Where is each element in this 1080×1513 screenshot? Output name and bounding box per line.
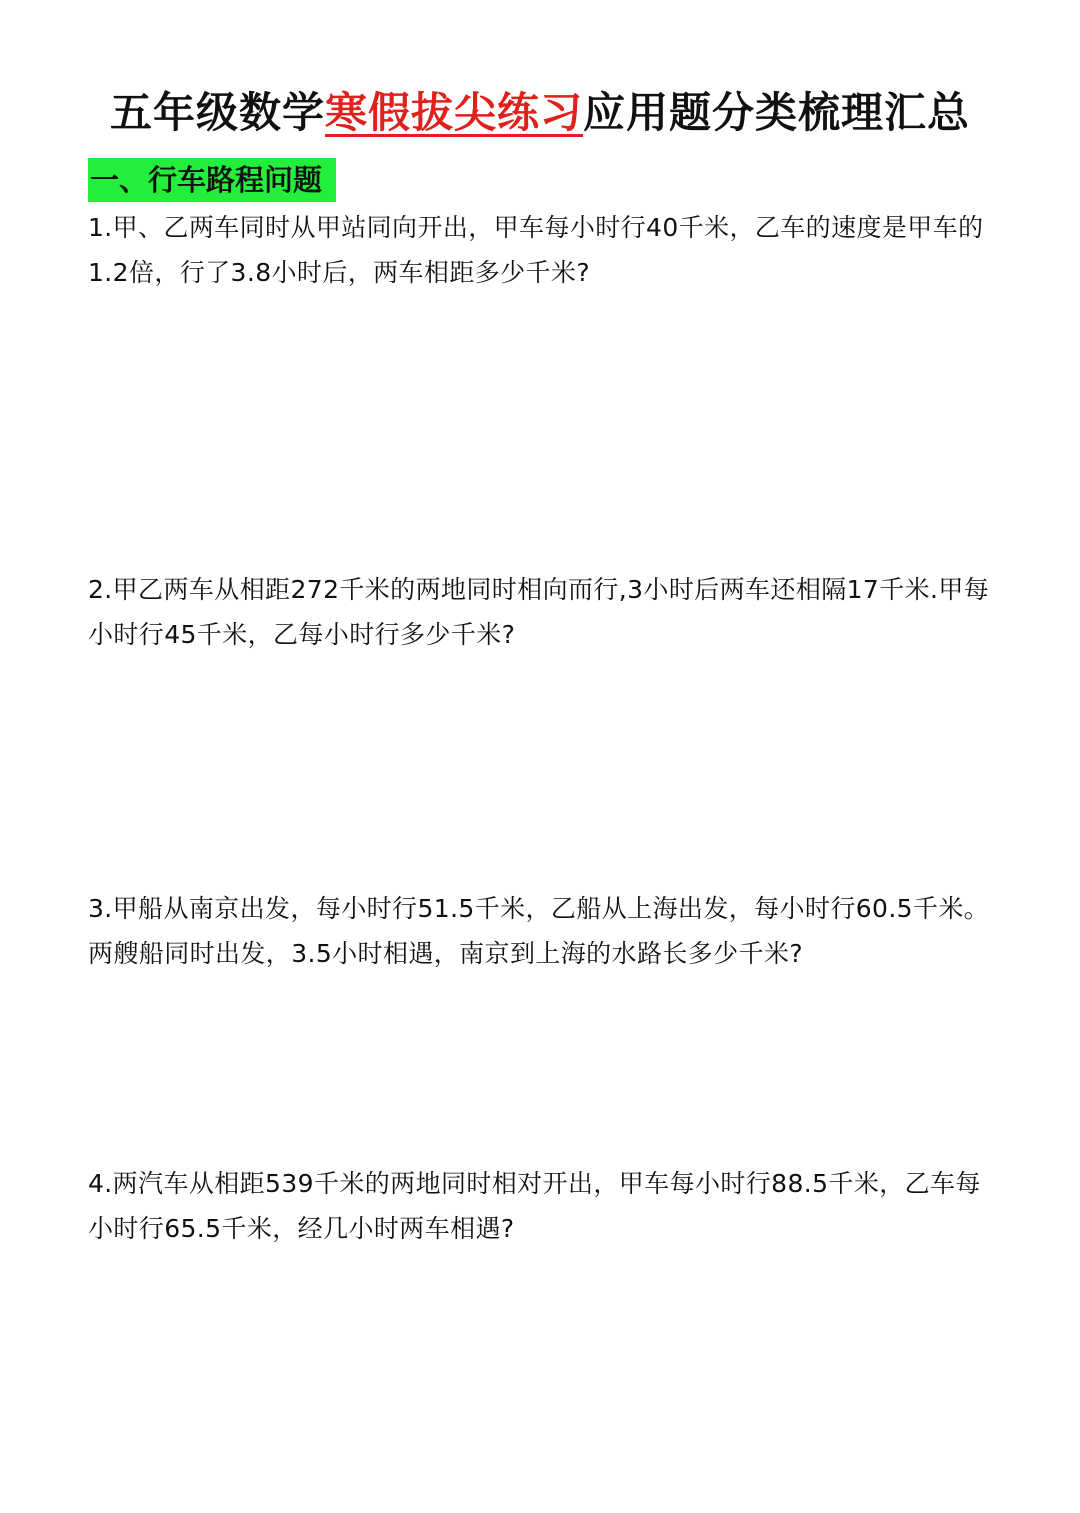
page-title	[0, 82, 1080, 144]
title-part-2: 应用题分类梳理汇总	[583, 88, 971, 137]
question-3: 3.甲船从南京出发，每小时行51.5千米，乙船从上海出发，每小时行60.5千米。两艘船同时出发，3.5小时相遇，南京到上海的水路长多少千米?	[88, 894, 990, 968]
question-1: 1.甲、乙两车同时从甲站同向开出，甲车每小时行40千米，乙车的速度是甲车的1.2倍，行了3.8小时后，两车相距多少千米?	[88, 213, 984, 287]
title-part-1: 五年级数学	[109, 88, 325, 137]
question-4: 4.两汽车从相距539千米的两地同时相对开出，甲车每小时行88.5千米，乙车每小时行65.5千米，经几小时两车相遇?	[88, 1169, 981, 1243]
question-2: 2.甲乙两车从相距272千米的两地同时相向而行,3小时后两车还相隔17千米.甲每小时行45千米，乙每小时行多少千米?	[88, 575, 990, 649]
section-heading: 一、行车路程问题	[88, 158, 336, 202]
title-highlight: 寒假拔尖练习	[324, 88, 583, 137]
